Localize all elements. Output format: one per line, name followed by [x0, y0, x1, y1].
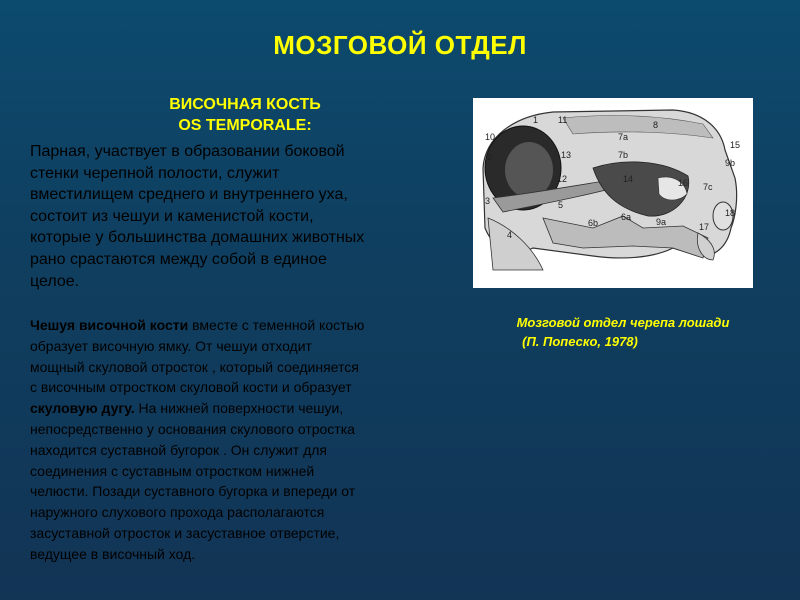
bold-term: Чешуя височной кости: [30, 317, 189, 333]
svg-text:9a: 9a: [656, 217, 667, 227]
intro-line: которые у большинства домашних животных: [30, 229, 365, 247]
subtitle-line-1: ВИСОЧНАЯ КОСТЬ: [169, 96, 321, 113]
para-line: челюсти. Позади суставного бугорка и впереди от: [30, 483, 356, 500]
svg-text:13: 13: [561, 150, 572, 160]
para-text: На нижней поверхности чешуи,: [134, 400, 344, 417]
svg-text:7a: 7a: [618, 132, 629, 142]
svg-text:4: 4: [507, 230, 513, 240]
intro-line: рано срастаются между собой в единое: [30, 250, 327, 268]
svg-text:7c: 7c: [703, 182, 713, 192]
svg-text:1: 1: [533, 115, 539, 125]
svg-text:6b: 6b: [588, 218, 599, 228]
svg-text:9b: 9b: [725, 158, 736, 168]
intro-line: Парная, участвует в образовании боковой: [30, 143, 345, 160]
figure-caption-source: (П. Попеско, 1978): [522, 334, 638, 349]
svg-text:12: 12: [557, 174, 568, 184]
svg-text:5: 5: [558, 200, 564, 210]
para-line: [30, 398, 470, 419]
skull-drawing: [473, 98, 753, 288]
intro-line: целое.: [30, 272, 80, 290]
svg-text:16: 16: [678, 178, 689, 188]
para-line: [30, 315, 470, 336]
svg-text:7b: 7b: [618, 150, 629, 160]
para-line: находится суставной бугорок . Он служит для: [30, 441, 328, 458]
para-line: ведущее в височный ход.: [30, 545, 196, 562]
squama-paragraph: [30, 315, 470, 565]
para-line: с височным отростком скуловой кости и образует: [30, 379, 352, 396]
para-line: непосредственно у основания скулового отростка: [30, 420, 355, 437]
bold-term: скуловую дугу.: [30, 400, 135, 417]
figure-caption-title: Мозговой отдел черепа лошади: [516, 315, 730, 330]
svg-text:17: 17: [699, 222, 710, 232]
svg-text:2: 2: [487, 152, 493, 162]
para-line: мощный скуловой отросток , который соединяется: [30, 358, 359, 375]
para-text: вместе с теменной костью: [188, 317, 365, 333]
skull-illustration: [473, 98, 753, 288]
svg-text:10: 10: [485, 132, 496, 142]
svg-text:6a: 6a: [621, 212, 632, 222]
intro-line: состоит из чешуи и каменистой кости,: [30, 207, 314, 225]
svg-text:18: 18: [725, 208, 736, 218]
subtitle-line-2: OS TEMPORALE:: [178, 117, 312, 134]
intro-line: вместилищем среднего и внутреннего уха,: [30, 186, 348, 204]
para-line: соединения с суставным отростком нижней: [30, 462, 315, 479]
para-line: наружного слухового прохода располагаются: [30, 504, 325, 521]
para-line: образует височную ямку. От чешуи отходит: [30, 337, 312, 354]
svg-text:14: 14: [623, 174, 634, 184]
svg-text:8: 8: [653, 120, 659, 130]
svg-text:3: 3: [485, 196, 491, 206]
svg-text:15: 15: [730, 140, 741, 150]
svg-text:11: 11: [558, 115, 568, 125]
page-title: МОЗГОВОЙ ОТДЕЛ: [273, 30, 527, 60]
intro-paragraph: [30, 141, 460, 292]
para-line: засуставной отросток и засуставное отверстие,: [30, 524, 340, 541]
intro-line: стенки черепной полости, служит: [30, 164, 280, 182]
